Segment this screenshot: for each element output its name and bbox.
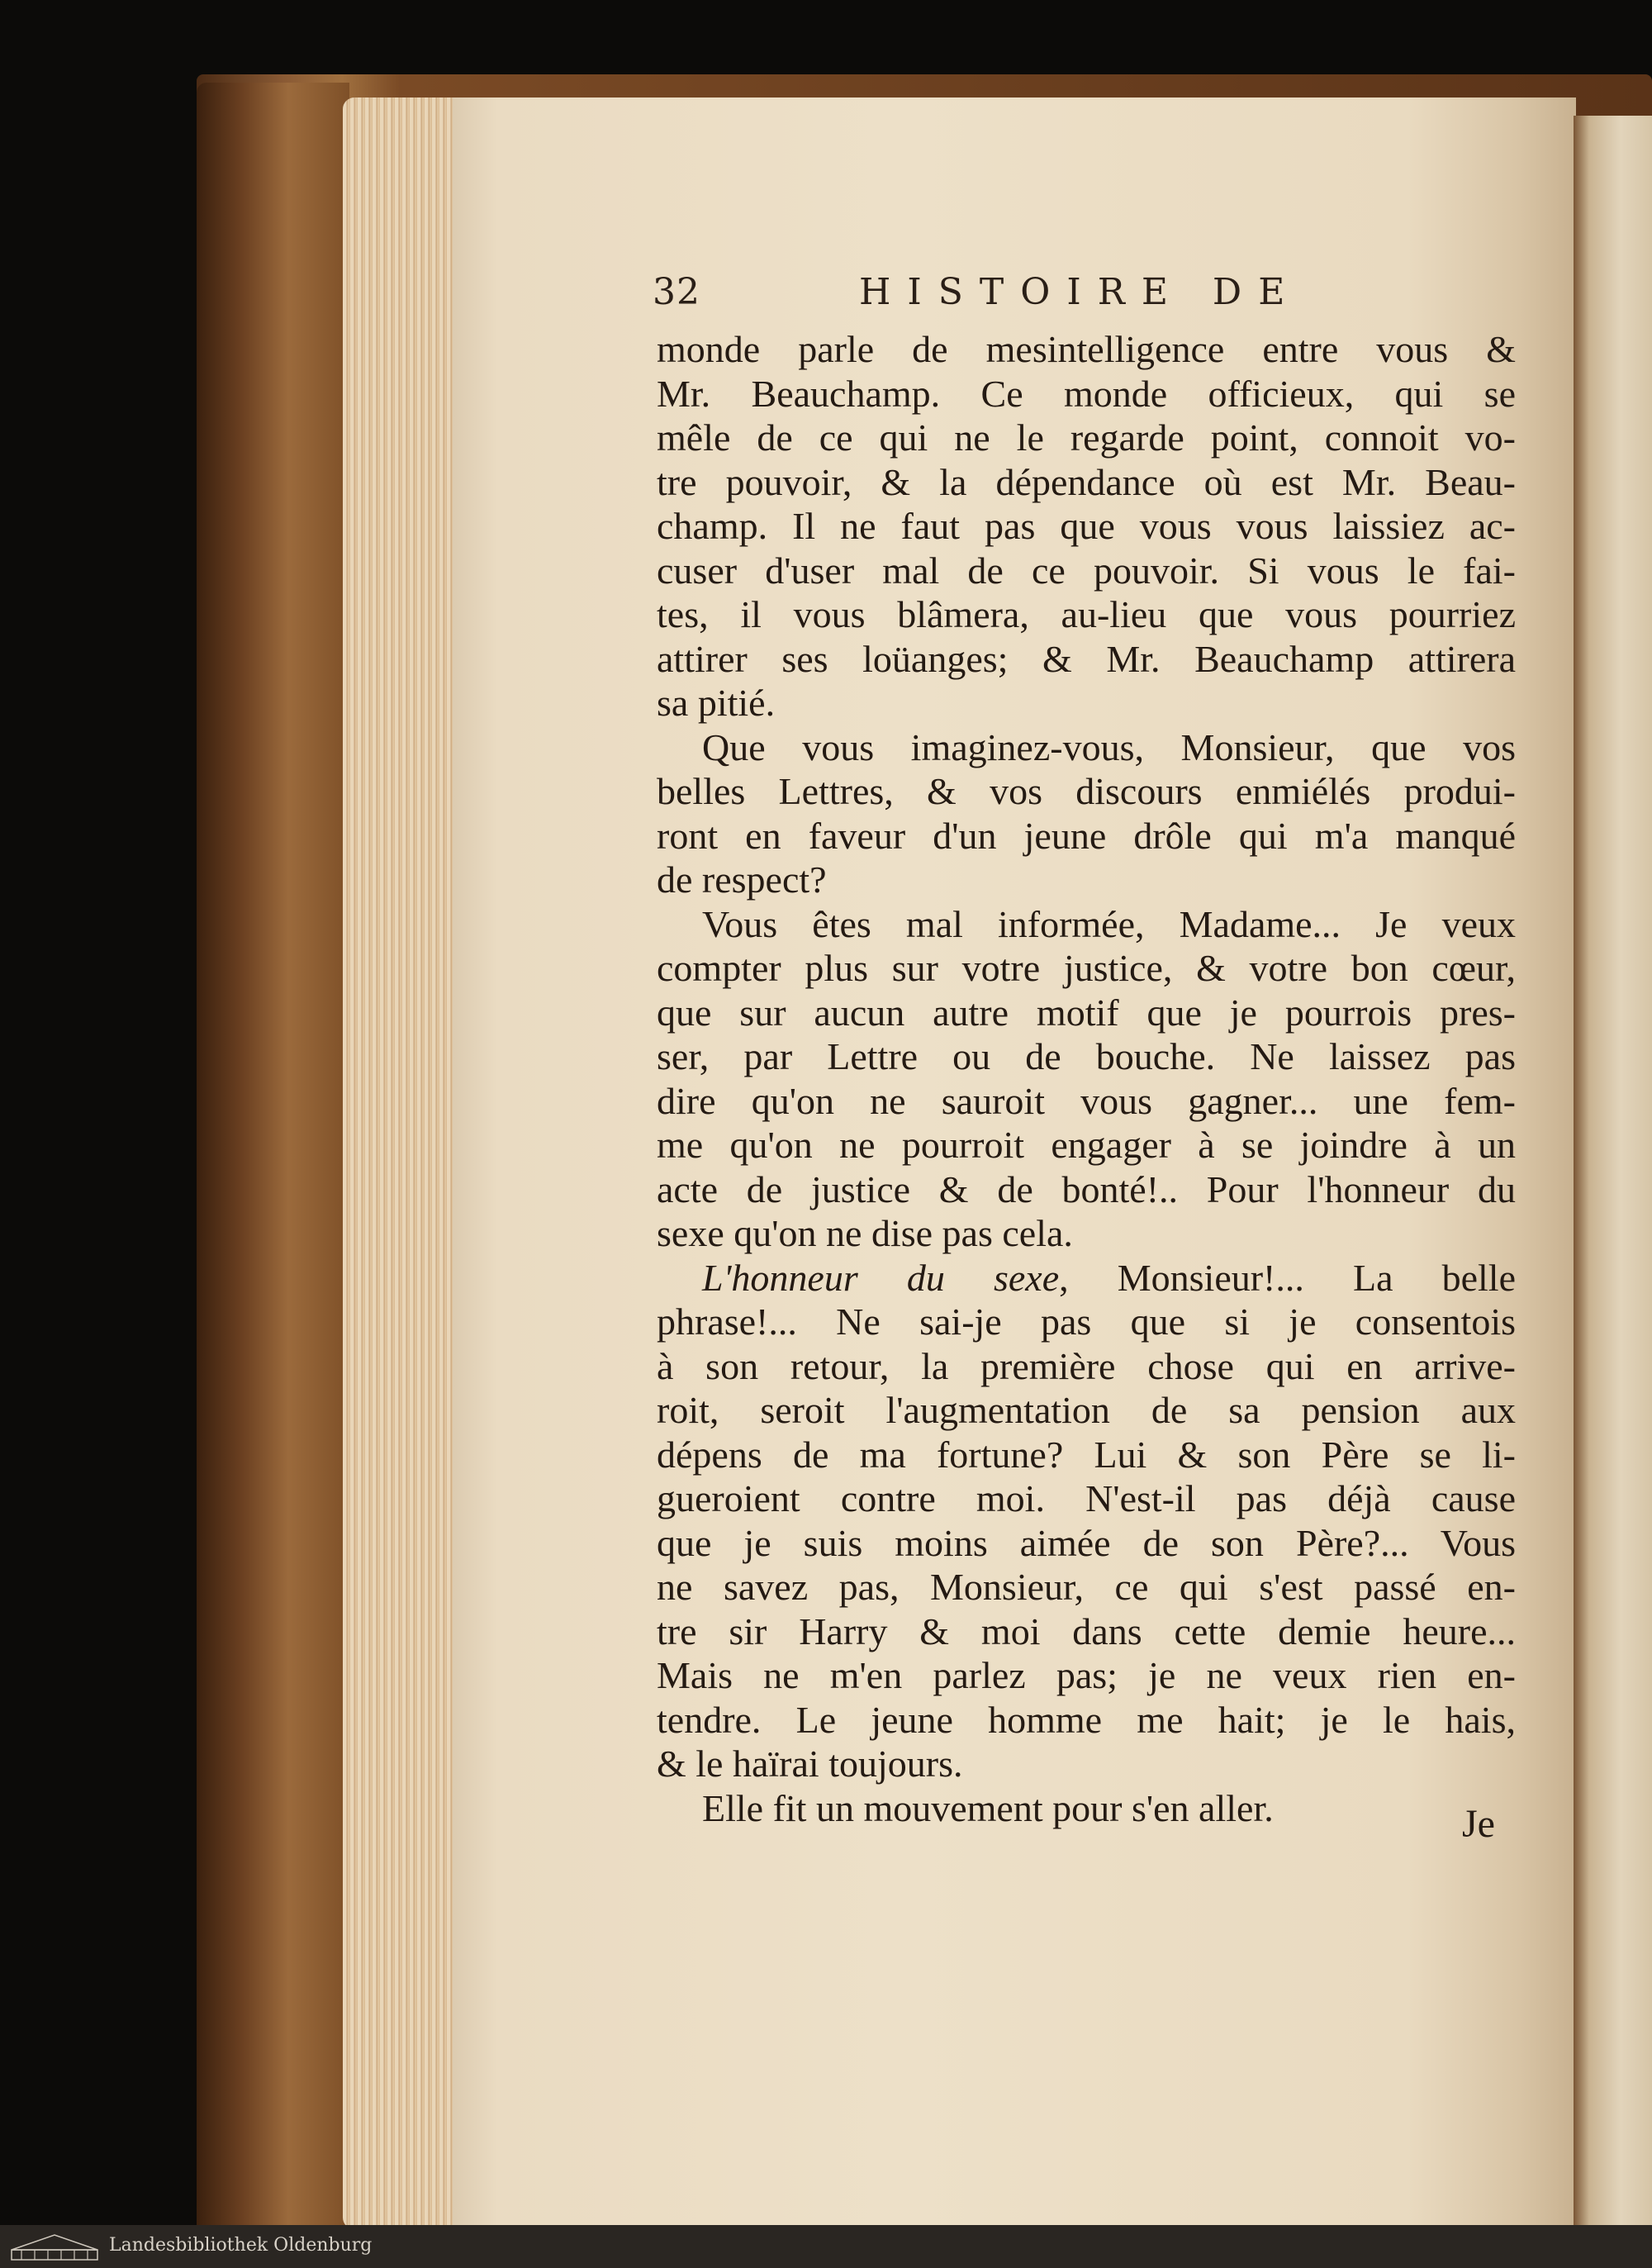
text-line: de respect?: [657, 858, 827, 901]
text-line: que sur aucun autre motif que je pourrois pres-: [657, 991, 1516, 1034]
body-text: [657, 327, 1516, 1830]
page-number: 32: [653, 271, 700, 313]
italic-phrase: L'honneur du sexe: [702, 1256, 1060, 1299]
text-line: sa pitié.: [657, 682, 776, 724]
running-title: HISTOIRE DE: [859, 271, 1302, 313]
text-line: & le haïrai toujours.: [657, 1743, 963, 1785]
text-line: à son retour, la première chose qui en arrive-: [657, 1344, 1516, 1387]
text-line: ront en faveur d'un jeune drôle qui m'a manqué: [657, 814, 1516, 857]
text-line: compter plus sur votre justice, & votre bon cœur,: [657, 947, 1516, 989]
text-line: phrase!... Ne sai-je pas que si je consentois: [657, 1300, 1516, 1343]
text-line: Mr. Beauchamp. Ce monde officieux, qui se: [657, 372, 1516, 415]
text-line: Elle fit un mouvement pour s'en aller.: [702, 1786, 1274, 1829]
text-line: sexe qu'on ne dise pas cela.: [657, 1212, 1073, 1254]
text-line: champ. Il ne faut pas que vous vous laissiez ac-: [657, 505, 1516, 547]
text-line: belles Lettres, & vos discours enmiélés produi-: [657, 770, 1516, 812]
library-name: Landesbibliothek Oldenburg: [109, 2235, 373, 2256]
text-line: tre pouvoir, & la dépendance où est Mr. Beau-: [657, 460, 1516, 503]
text-line: tendre. Le jeune homme me hait; je le hais,: [657, 1698, 1516, 1741]
text-line: que je suis moins aimée de son Père?... Vous: [657, 1521, 1516, 1564]
text-line: ser, par Lettre ou de bouche. Ne laissez pas: [657, 1035, 1516, 1077]
cover-spine-edge: [197, 83, 349, 2256]
running-head: [653, 271, 1512, 321]
text-line: dépens de ma fortune? Lui & son Père se li-: [657, 1433, 1516, 1476]
text-line: dire qu'on ne sauroit vous gagner... une fem-: [657, 1079, 1516, 1122]
text-line: mêle de ce qui ne le regarde point, connoit vo-: [657, 416, 1516, 459]
text-line: Mais ne m'en parlez pas; je ne veux rien en-: [657, 1654, 1516, 1696]
text-line: acte de justice & de bonté!.. Pour l'honneur du: [657, 1167, 1516, 1210]
text-line: cuser d'user mal de ce pouvoir. Si vous le fai-: [657, 549, 1516, 592]
footer-bar: [0, 2225, 1652, 2268]
facing-page-edge: [1574, 116, 1652, 2231]
library-logo-icon: [10, 2232, 99, 2261]
text-line: L'honneur du sexe, Monsieur!... La belle: [702, 1256, 1516, 1299]
text-line: monde parle de mesintelligence entre vous &: [657, 328, 1516, 370]
text-line: me qu'on ne pourroit engager à se joindre à un: [657, 1124, 1516, 1166]
text-line: ne savez pas, Monsieur, ce qui s'est passé en-: [657, 1566, 1516, 1608]
text-line: gueroient contre moi. N'est-il pas déjà cause: [657, 1477, 1516, 1519]
text-line: tes, il vous blâmera, au-lieu que vous pourriez: [657, 593, 1516, 635]
text-line: attirer ses loüanges; & Mr. Beauchamp attirera: [657, 637, 1516, 680]
text-line: roit, seroit l'augmentation de sa pension aux: [657, 1389, 1516, 1431]
text-line: tre sir Harry & moi dans cette demie heure...: [657, 1609, 1516, 1652]
catchword: Je: [1462, 1802, 1495, 1846]
page-edges: [343, 97, 458, 2229]
text-line: Vous êtes mal informée, Madame... Je veux: [702, 902, 1516, 945]
text-line: Que vous imaginez-vous, Monsieur, que vos: [702, 725, 1516, 768]
